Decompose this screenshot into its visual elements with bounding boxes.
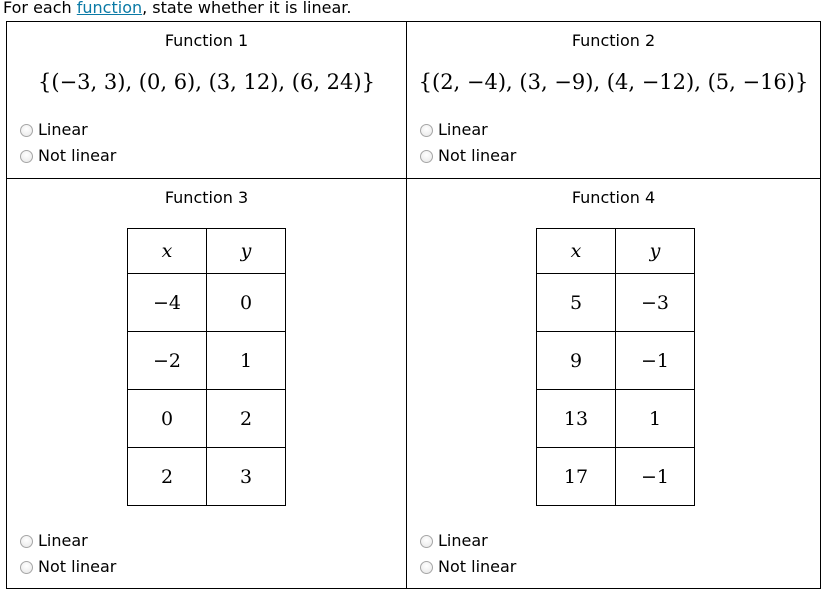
column-header-x: x bbox=[128, 229, 207, 274]
table-row bbox=[128, 274, 286, 332]
table-cell: 2 bbox=[207, 390, 286, 448]
option-label: Not linear bbox=[438, 557, 517, 576]
table-cell: 5 bbox=[537, 274, 616, 332]
column-header-y: y bbox=[616, 229, 695, 274]
table-cell: 13 bbox=[537, 390, 616, 448]
table-row bbox=[128, 332, 286, 390]
function-2-title: Function 2 bbox=[571, 31, 656, 50]
table-cell: −2 bbox=[128, 332, 207, 390]
table-cell: −1 bbox=[616, 448, 695, 506]
option-label: Linear bbox=[438, 531, 488, 550]
column-header-x: x bbox=[537, 229, 616, 274]
function-4-table bbox=[536, 228, 695, 506]
table-cell: −4 bbox=[128, 274, 207, 332]
radio-button[interactable] bbox=[420, 150, 433, 163]
table-cell: 1 bbox=[207, 332, 286, 390]
function-1-set: {(−3, 3), (0, 6), (3, 12), (6, 24)} bbox=[38, 70, 375, 94]
column-header-y: y bbox=[207, 229, 286, 274]
radio-button[interactable] bbox=[420, 535, 433, 548]
function-3-option-linear[interactable] bbox=[20, 531, 88, 551]
function-1-option-not-linear[interactable] bbox=[20, 146, 116, 166]
function-2-option-not-linear[interactable] bbox=[420, 146, 516, 166]
table-row bbox=[128, 390, 286, 448]
table-row bbox=[128, 448, 286, 506]
radio-button[interactable] bbox=[420, 124, 433, 137]
function-2-option-linear[interactable] bbox=[420, 120, 488, 140]
instruction-suffix: , state whether it is linear. bbox=[142, 0, 352, 17]
function-4-title: Function 4 bbox=[571, 188, 656, 207]
function-4-option-not-linear[interactable] bbox=[420, 557, 516, 577]
table-cell: −3 bbox=[616, 274, 695, 332]
option-label: Not linear bbox=[38, 146, 117, 165]
table-cell: −1 bbox=[616, 332, 695, 390]
option-label: Not linear bbox=[438, 146, 517, 165]
radio-button[interactable] bbox=[20, 150, 33, 163]
function-3-title: Function 3 bbox=[164, 188, 249, 207]
function-4-option-linear[interactable] bbox=[420, 531, 488, 551]
table-cell: 9 bbox=[537, 332, 616, 390]
table-cell: 0 bbox=[128, 390, 207, 448]
table-cell: 17 bbox=[537, 448, 616, 506]
function-4-panel bbox=[407, 179, 820, 588]
table-header-row bbox=[128, 229, 286, 274]
table-row bbox=[537, 390, 695, 448]
function-3-option-not-linear[interactable] bbox=[20, 557, 116, 577]
function-1-panel bbox=[7, 22, 406, 178]
table-cell: 1 bbox=[616, 390, 695, 448]
instructions bbox=[3, 0, 351, 18]
table-row bbox=[537, 274, 695, 332]
instruction-prefix: For each bbox=[3, 0, 77, 17]
function-link[interactable]: function bbox=[76, 0, 143, 17]
option-label: Linear bbox=[38, 531, 88, 550]
function-2-panel bbox=[407, 22, 820, 178]
table-row bbox=[537, 448, 695, 506]
table-cell: 0 bbox=[207, 274, 286, 332]
option-label: Not linear bbox=[38, 557, 117, 576]
table-row bbox=[537, 332, 695, 390]
radio-button[interactable] bbox=[20, 535, 33, 548]
function-3-table bbox=[127, 228, 286, 506]
function-3-panel bbox=[7, 179, 406, 588]
radio-button[interactable] bbox=[20, 561, 33, 574]
function-2-set: {(2, −4), (3, −9), (4, −12), (5, −16)} bbox=[418, 70, 809, 94]
function-1-option-linear[interactable] bbox=[20, 120, 88, 140]
table-cell: 2 bbox=[128, 448, 207, 506]
option-label: Linear bbox=[438, 120, 488, 139]
functions-grid bbox=[6, 21, 821, 589]
radio-button[interactable] bbox=[20, 124, 33, 137]
option-label: Linear bbox=[38, 120, 88, 139]
table-cell: 3 bbox=[207, 448, 286, 506]
table-header-row bbox=[537, 229, 695, 274]
function-1-title: Function 1 bbox=[164, 31, 249, 50]
radio-button[interactable] bbox=[420, 561, 433, 574]
